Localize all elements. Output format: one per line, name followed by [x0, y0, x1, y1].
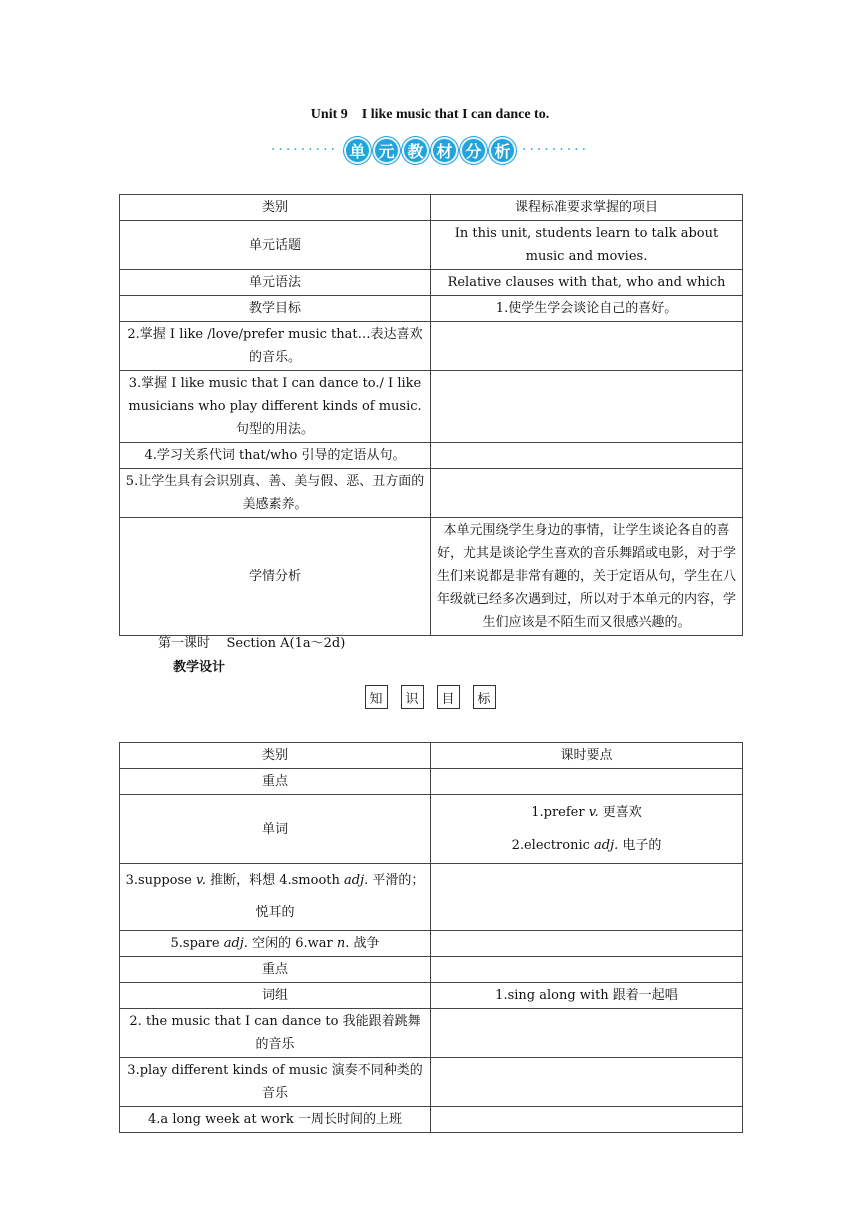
word: 5.spare — [170, 936, 224, 951]
header-cell: 类别 — [120, 743, 431, 769]
table-cell: 词组 — [120, 983, 431, 1009]
table-row — [120, 443, 743, 469]
table-cell: 5.让学生具有会识别真、善、美与假、恶、丑方面的美感素养。 — [120, 469, 431, 518]
table-cell: Relative clauses with that, who and which — [431, 270, 743, 296]
table-row — [120, 864, 743, 931]
table-row — [120, 931, 743, 957]
part-of-speech: adj. — [223, 936, 248, 951]
table-cell: 4.a long week at work 一周长时间的上班 — [120, 1107, 431, 1133]
unit-analysis-table — [119, 194, 743, 636]
table-cell: 单元语法 — [120, 270, 431, 296]
table-header-row — [120, 743, 743, 769]
section-banner — [0, 135, 860, 165]
table-row — [120, 371, 743, 443]
table-row — [120, 1009, 743, 1058]
table-cell — [431, 371, 743, 443]
table-row — [120, 322, 743, 371]
table-row — [120, 221, 743, 270]
objective-char: 标 — [473, 685, 496, 709]
table-cell: 1.sing along with 跟着一起唱 — [431, 983, 743, 1009]
vocab-line — [435, 829, 738, 862]
meaning: 空闲的 6.war — [247, 936, 337, 951]
table-cell — [120, 931, 431, 957]
table-cell — [431, 1058, 743, 1107]
part-of-speech: n — [336, 936, 346, 951]
banner-bubbles — [344, 137, 516, 164]
meaning: . 战争 — [345, 936, 380, 951]
knowledge-objectives — [0, 685, 860, 709]
table-cell — [431, 1107, 743, 1133]
lesson-points-table — [119, 742, 743, 1133]
table-cell: 本单元围绕学生身边的事情，让学生谈论各自的喜好，尤其是谈论学生喜欢的音乐舞蹈或电影，对于学生们来说都是非常有趣的，关于定语从句，学生在八年级就已经多次遇到过，所以对于本单元的内容，学生们应该是不陌生而又很感兴趣的。 — [431, 518, 743, 636]
vocab-line — [435, 796, 738, 829]
header-cell: 课时要点 — [431, 743, 743, 769]
table-cell — [431, 443, 743, 469]
table-cell: 2.掌握 I like /love/prefer music that…表达喜欢的音乐。 — [120, 322, 431, 371]
table-cell: 重点 — [120, 957, 431, 983]
meaning: 推断，料想 4.smooth — [205, 873, 345, 888]
part-of-speech: adj. — [594, 838, 619, 853]
part-of-speech: adj. — [344, 873, 369, 888]
part-of-speech: v. — [196, 873, 206, 888]
meaning: 更喜欢 — [598, 805, 642, 820]
objective-char: 识 — [401, 685, 424, 709]
table-cell — [431, 795, 743, 864]
objective-char: 目 — [437, 685, 460, 709]
table-row — [120, 296, 743, 322]
design-label: 教学设计 — [173, 660, 226, 675]
table-row — [120, 1058, 743, 1107]
banner-char: 单 — [344, 137, 371, 164]
banner-dots-left: ········· — [270, 142, 338, 158]
table-cell — [431, 322, 743, 371]
word: 2.electronic — [511, 838, 595, 853]
banner-dots-right: ········· — [522, 142, 590, 158]
meaning: 平滑的；悦耳的 — [255, 873, 425, 920]
table-cell — [431, 469, 743, 518]
table-cell: 3.play different kinds of music 演奏不同种类的音乐 — [120, 1058, 431, 1107]
table-cell: 学情分析 — [120, 518, 431, 636]
word: 1.prefer — [531, 805, 589, 820]
table-cell — [431, 931, 743, 957]
objective-char: 知 — [365, 685, 388, 709]
table-row — [120, 469, 743, 518]
banner-char: 析 — [489, 137, 516, 164]
table-cell: 单词 — [120, 795, 431, 864]
table-row — [120, 957, 743, 983]
table-row — [120, 983, 743, 1009]
table-cell — [431, 769, 743, 795]
table-cell — [120, 864, 431, 931]
table-cell: 2. the music that I can dance to 我能跟着跳舞的音乐 — [120, 1009, 431, 1058]
banner-char: 教 — [402, 137, 429, 164]
table-cell: 重点 — [120, 769, 431, 795]
word: 3.suppose — [125, 873, 197, 888]
table-cell: 3.掌握 I like music that I can dance to./ I like musicians who play different kinds of music.句型的用法。 — [120, 371, 431, 443]
table-row — [120, 1107, 743, 1133]
table-cell — [431, 1009, 743, 1058]
table-cell — [431, 957, 743, 983]
banner-char: 元 — [373, 137, 400, 164]
banner-char: 分 — [460, 137, 487, 164]
meaning: 电子的 — [618, 838, 662, 853]
table-cell: 4.学习关系代词 that/who 引导的定语从句。 — [120, 443, 431, 469]
table-row — [120, 769, 743, 795]
table-row — [120, 270, 743, 296]
table-row — [120, 795, 743, 864]
header-cell: 类别 — [120, 195, 431, 221]
banner-char: 材 — [431, 137, 458, 164]
table-cell: 单元话题 — [120, 221, 431, 270]
lesson-heading: 第一课时 Section A(1a～2d) — [158, 636, 346, 651]
table-cell — [431, 864, 743, 931]
table-cell: In this unit, students learn to talk about music and movies. — [431, 221, 743, 270]
table-row — [120, 518, 743, 636]
table-cell: 1.使学生学会谈论自己的喜好。 — [431, 296, 743, 322]
part-of-speech: v. — [588, 805, 599, 820]
page-title: Unit 9 I like music that I can dance to. — [310, 107, 550, 122]
table-cell: 教学目标 — [120, 296, 431, 322]
table-header-row — [120, 195, 743, 221]
header-cell: 课程标准要求掌握的项目 — [431, 195, 743, 221]
